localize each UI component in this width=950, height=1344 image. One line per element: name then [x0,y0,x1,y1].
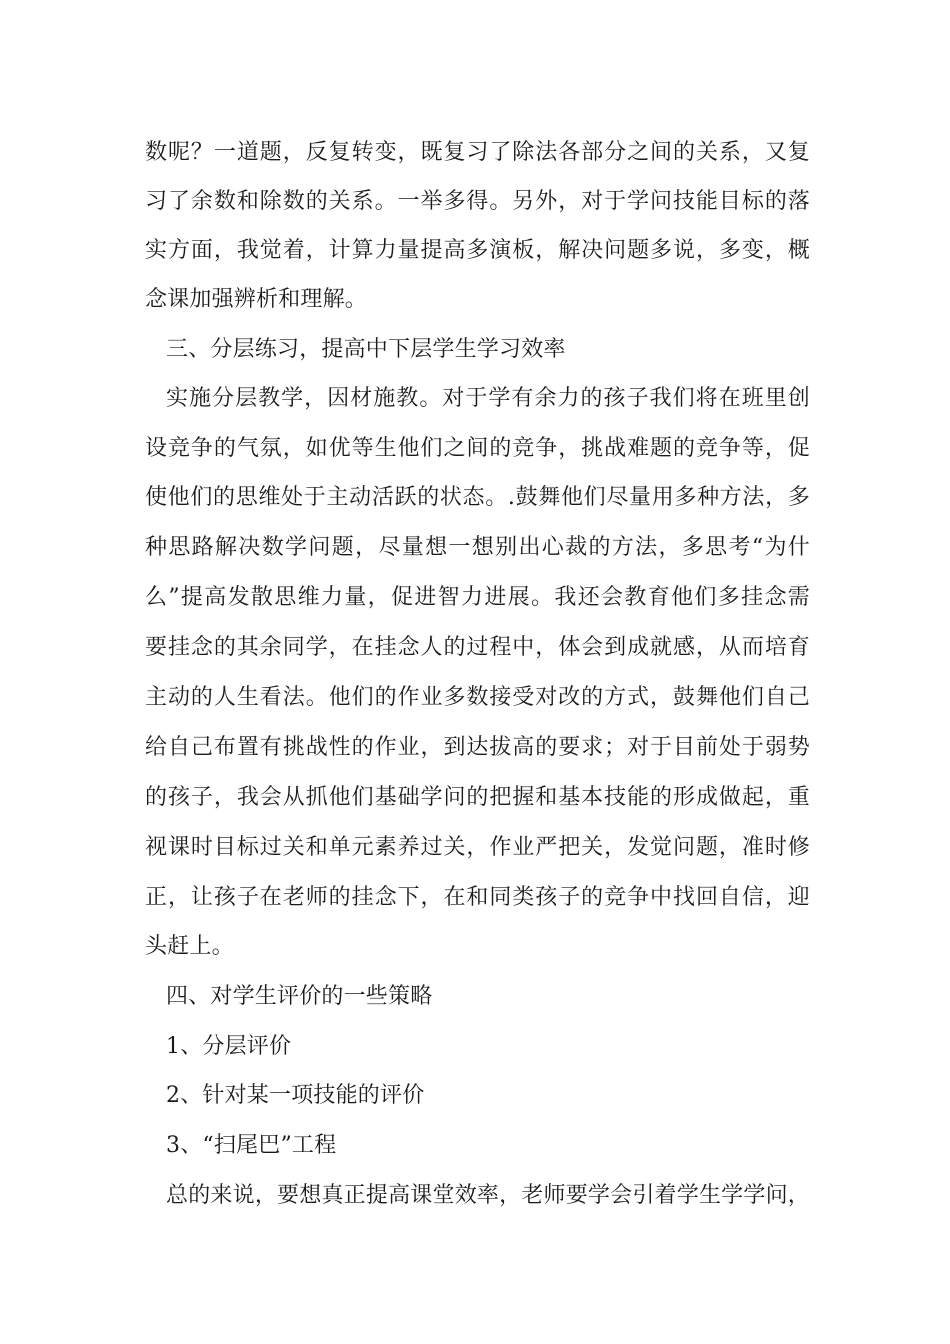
paragraph-line: 数呢？一道题，反复转变，既复习了除法各部分之间的关系，又复 [145,140,810,165]
list-item: 2、针对某一项技能的评价 [166,1083,425,1108]
paragraph-line: 么”提高发散思维力量，促进智力进展。我还会教育他们多挂念需 [145,585,810,610]
paragraph-line: 实施分层教学，因材施教。对于学有余力的孩子我们将在班里创 [166,386,810,411]
paragraph-line: 使他们的思维处于主动活跃的状态。.鼓舞他们尽量用多种方法，多 [145,485,810,510]
paragraph-line: 头赶上。 [145,934,234,959]
paragraph-line: 习了余数和除数的关系。一举多得。另外，对于学问技能目标的落 [145,189,810,214]
list-item: 3、“扫尾巴”工程 [166,1133,337,1158]
paragraph-line: 总的来说，要想真正提高课堂效率，老师要学会引着学生学学问， [166,1183,810,1208]
paragraph-line: 设竞争的气氛，如优等生他们之间的竞争，挑战难题的竞争等，促 [145,436,810,461]
section-heading: 三、分层练习，提高中下层学生学习效率 [166,337,566,362]
paragraph-line: 视课时目标过关和单元素养过关，作业严把关，发觉问题，准时修 [145,835,810,860]
paragraph-line: 的孩子，我会从抓他们基础学问的把握和基本技能的形成做起，重 [145,785,810,810]
section-heading: 四、对学生评价的一些策略 [166,984,433,1009]
paragraph-line: 正，让孩子在老师的挂念下，在和同类孩子的竞争中找回自信，迎 [145,885,810,910]
paragraph-line: 要挂念的其余同学，在挂念人的过程中，体会到成就感，从而培育 [145,635,810,660]
paragraph-line: 念课加强辨析和理解。 [145,287,368,312]
paragraph-line: 主动的人生看法。他们的作业多数接受对改的方式，鼓舞他们自己 [145,685,810,710]
paragraph-line: 给自己布置有挑战性的作业，到达拔高的要求；对于目前处于弱势 [145,735,810,760]
list-item: 1、分层评价 [166,1034,292,1059]
paragraph-line: 实方面，我觉着，计算力量提高多演板，解决问题多说，多变，概 [145,238,810,263]
paragraph-line: 种思路解决数学问题，尽量想一想别出心裁的方法，多思考“为什 [145,535,810,560]
